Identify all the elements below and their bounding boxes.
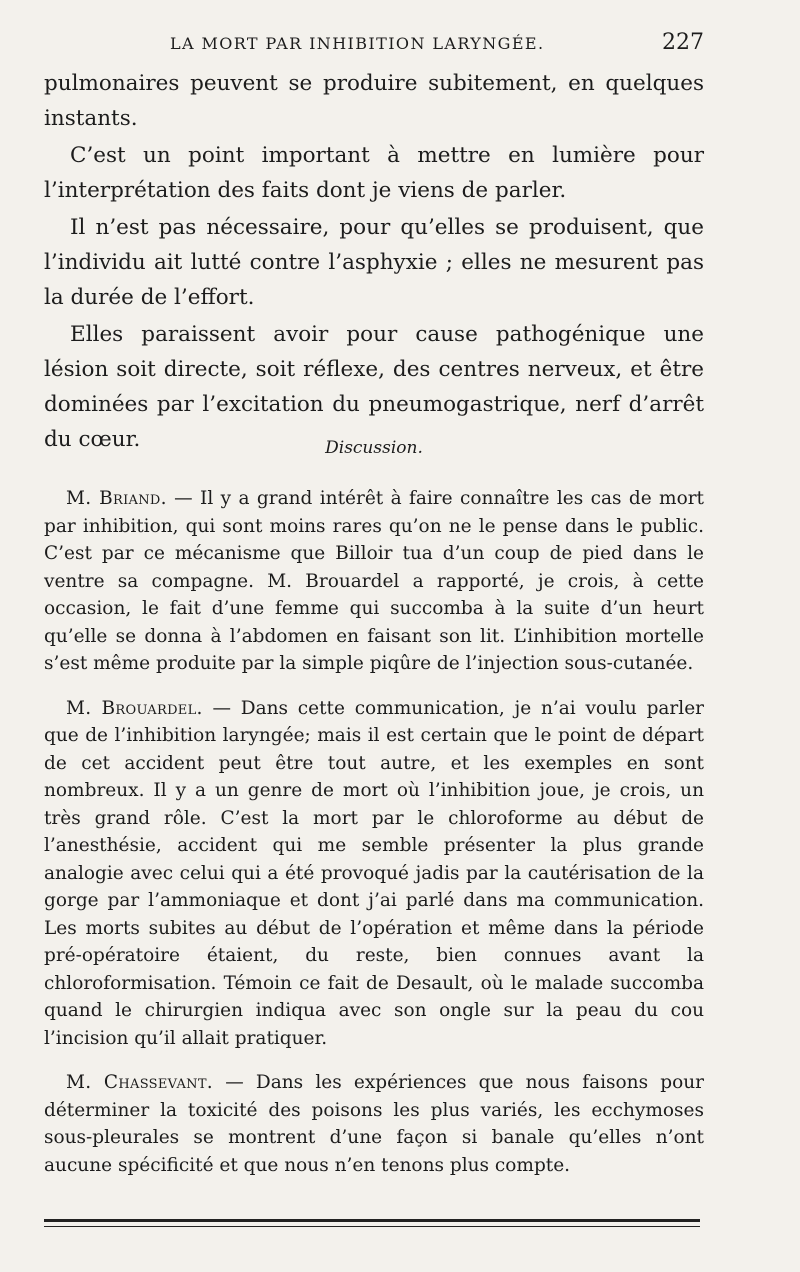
intervention-text: — Dans cette communication, je n’ai voulu parler que de l’inhibition laryngée; mais il est certain que le point de départ de cet accident peut être tout autre, et les exemples en sont nombreux. Il y a un genre de mort où l’inhibition joue, je crois, un très grand rôle. C’est la mort par le chloroforme au début de l’anesthésie, accident qui me semble présenter la plus grande analogie avec celui qui a été provoqué jadis par la cautérisation de la gorge par l’ammoniaque et dont j’ai parlé dans ma communication. Les morts subites au début de l’opération et même dans la période pré-opératoire étaient, du reste, bien connues avant la chloroformisation. Témoin ce fait de Desault, où le malade succomba quand le chirurgien indiqua avec son ongle sur la peau du cou l’incision qu’il allait pratiquer. xyxy=(44,697,704,1049)
speaker-name: M. Brouardel. xyxy=(66,697,203,719)
intervention-briand xyxy=(44,485,704,678)
bottom-rule-thin xyxy=(44,1226,700,1227)
paragraph-3: Il n’est pas nécessaire, pour qu’elles se produisent, que l’individu ait lutté contre l’asphyxie ; elles ne mesurent pas la durée de l’effort. xyxy=(44,215,704,310)
discussion-heading: Discussion. xyxy=(325,438,423,458)
intervention-chassevant xyxy=(44,1069,704,1179)
intervention-text: — Il y a grand intérêt à faire connaître les cas de mort par inhibition, qui sont moins rares qu’on ne le pense dans le public. C’est par ce mécanisme que Billoir tua d’un coup de pied dans le ventre sa compagne. M. Brouardel a rapporté, je crois, à cette occasion, le fait d’une femme qui succomba à la suite d’un heurt qu’elle se donna à l’abdomen en faisant son lit. L’inhibition mortelle s’est même produite par la simple piqûre de l’injection sous-cutanée. xyxy=(44,488,704,674)
speaker-name: M. Chassevant. xyxy=(66,1072,213,1093)
intervention-brouardel xyxy=(44,695,704,1053)
paragraph-2: C’est un point important à mettre en lumière pour l’interprétation des faits dont je viens de parler. xyxy=(44,143,704,203)
speaker-name: M. Briand. xyxy=(66,488,167,509)
page-header xyxy=(44,30,704,60)
bottom-rule-thick xyxy=(44,1219,700,1222)
page-number: 227 xyxy=(662,30,704,55)
main-text xyxy=(44,66,704,459)
paragraph-4: Elles paraissent avoir pour cause pathogénique une lésion soit directe, soit réflexe, des centres nerveux, et être dominées par l’excitation du pneumogastrique, nerf d’arrêt du cœur. xyxy=(44,322,704,452)
discussion-section xyxy=(44,485,704,1196)
running-title: LA MORT PAR INHIBITION LARYNGÉE. xyxy=(170,34,545,53)
paragraph-1: pulmonaires peuvent se produire subitement, en quelques instants. xyxy=(44,71,704,131)
intervention-text: — Dans les expériences que nous faisons pour déterminer la toxicité des poisons les plus variés, les ecchymoses sous-pleurales se montrent d’une façon si banale qu’elles n’ont aucune spécificité et que nous n’en tenons plus compte. xyxy=(44,1072,704,1176)
